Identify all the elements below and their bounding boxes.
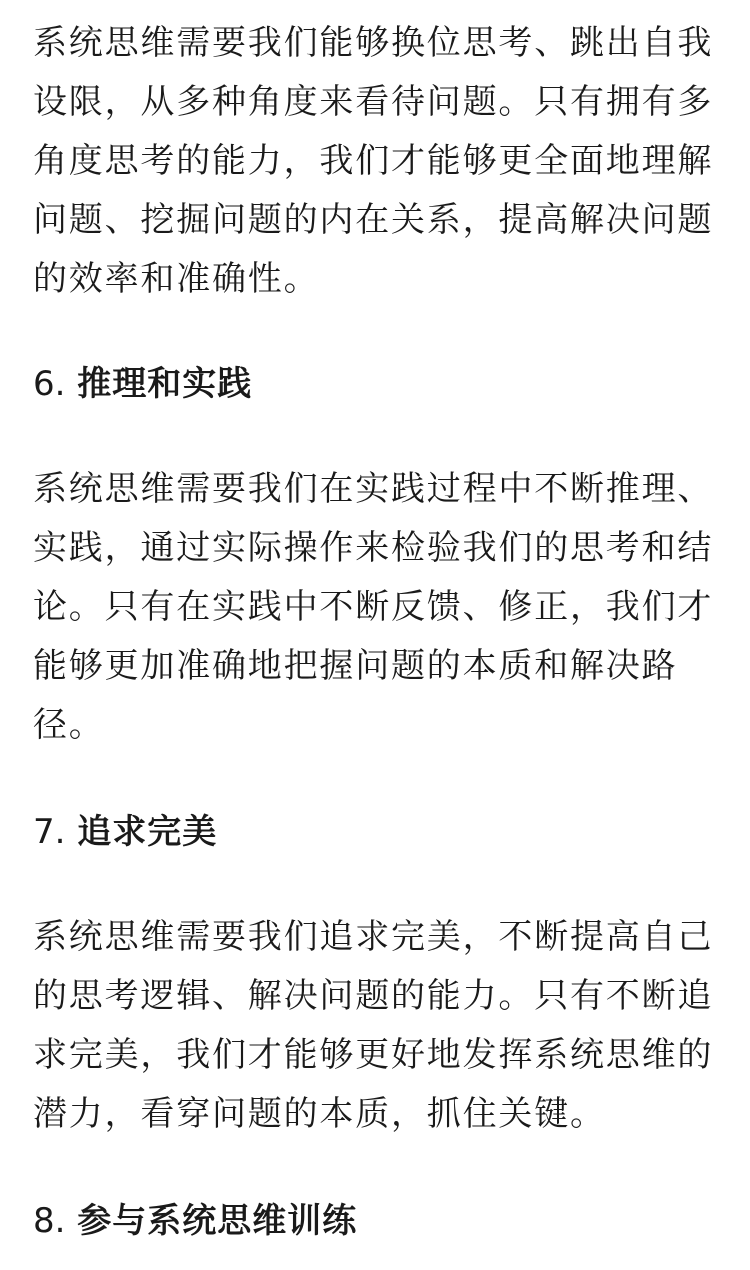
text-line: 问题、挖掘问题的内在关系，提高解决问题 <box>33 200 714 240</box>
text-line: 能够更加准确地把握问题的本质和解决路 <box>33 646 678 686</box>
text-line: 的思考逻辑、解决问题的能力。只有不断追 <box>33 976 714 1016</box>
paragraph-perfection <box>33 908 723 1144</box>
section-heading-6 <box>33 355 252 414</box>
heading-number: 8. <box>33 1201 66 1241</box>
paragraph-perspective <box>33 14 723 309</box>
text-line: 设限，从多种角度来看待问题。只有拥有多 <box>33 82 714 122</box>
text-line: 求完美，我们才能够更好地发挥系统思维的 <box>33 1035 714 1075</box>
text-line: 系统思维需要我们在实践过程中不断推理、 <box>33 469 714 509</box>
text-line: 角度思考的能力，我们才能够更全面地理解 <box>33 141 714 181</box>
heading-number: 6. <box>33 364 66 404</box>
text-line: 系统思维需要我们能够换位思考、跳出自我 <box>33 23 714 63</box>
text-line: 径。 <box>33 705 105 745</box>
heading-title: 追求完美 <box>77 812 218 852</box>
text-line: 潜力，看穿问题的本质，抓住关键。 <box>33 1094 606 1134</box>
text-line: 的效率和准确性。 <box>33 259 320 299</box>
section-heading-7 <box>33 803 217 862</box>
heading-number: 7. <box>33 812 66 852</box>
text-line: 实践，通过实际操作来检验我们的思考和结 <box>33 528 714 568</box>
section-heading-8 <box>33 1192 357 1251</box>
heading-title: 参与系统思维训练 <box>77 1201 358 1241</box>
text-line: 系统思维需要我们追求完美，不断提高自己 <box>33 917 714 957</box>
heading-title: 推理和实践 <box>77 364 253 404</box>
paragraph-practice <box>33 460 723 755</box>
text-line: 论。只有在实践中不断反馈、修正，我们才 <box>33 587 714 627</box>
